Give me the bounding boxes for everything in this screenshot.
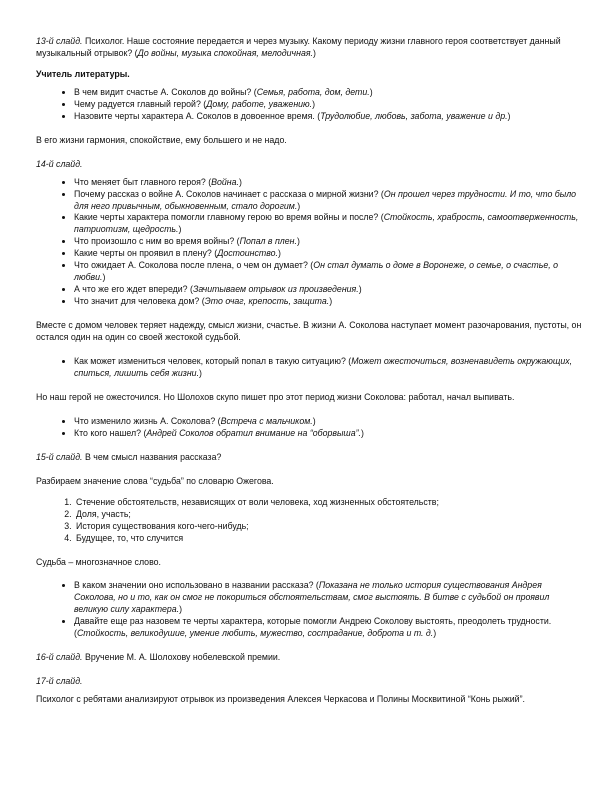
list-item: 1. Стечение обстоятельств, независящих от воли человека, ход жизненных обстоятельств; [74, 497, 584, 509]
psychologist-paragraph: Психолог с ребятами анализируют отрывок из произведения Алексея Черкасова и Полины Москвитиной “Конь рыжий”. [36, 694, 525, 705]
list-item: • Назовите черты характера А. Соколов в довоенное время. (Трудолюбие, любовь, забота, уважение и др.) [74, 111, 584, 123]
slide-16-paragraph: 16-й слайд. Вручение М. А. Шолохову нобелевской премии. [36, 652, 281, 663]
slide-13-paragraph [36, 36, 584, 60]
list-item: • Что изменило жизнь А. Соколова? (Встреча с мальчиком.) [74, 416, 584, 428]
document-page [36, 36, 584, 715]
slide-label: 13-й слайд. [36, 36, 83, 46]
answer-text: До войны, музыка спокойная, мелодичная. [137, 47, 313, 58]
heading-text: Учитель литературы. [36, 68, 130, 79]
slide-14-label: 14-й слайд. [36, 158, 83, 169]
list-item: • Кто кого нашел? (Андрей Соколов обратил внимание на “оборвыша”.) [74, 428, 584, 440]
list-item: • В чем видит счастье А. Соколов до войны? (Семья, работа, дом, дети.) [74, 87, 584, 99]
list-item: • Почему рассказ о войне А. Соколов начинает с рассказа о мирной жизни? (Он прошел через трудности. И то, что было для него привычным, обыкновенным, стало дорогим.) [74, 189, 584, 213]
list-item: • Чему радуется главный герой? (Дому, работе, уважению.) [74, 99, 584, 111]
list-item: • Что произошло с ним во время войны? (Попал в плен.) [74, 236, 584, 248]
bullet-list-meaning [36, 580, 584, 640]
bullet-list-boy [36, 416, 584, 440]
paragraph-text: Психолог. Наше состояние передается и через музыку. Какому периоду жизни главного героя соответствует данный музыкальный отрывок? ( [36, 36, 561, 58]
list-item: • А что же его ждет впереди? (Зачитываем отрывок из произведения.) [74, 284, 584, 296]
list-item: • Какие черты характера помогли главному герою во время войны и после? (Стойкость, храбрость, самоотверженность, патриотизм, щедрость.) [74, 212, 584, 236]
slide-15-paragraph: 15-й слайд. В чем смысл названия рассказа? [36, 451, 222, 462]
bullet-list-change [36, 356, 584, 380]
harmony-paragraph: В его жизни гармония, спокойствие, ему большего и не надо. [36, 134, 287, 145]
list-item: 3. История существования кого-чего-нибудь; [74, 521, 584, 533]
hero-paragraph: Но наш герой не ожесточился. Но Шолохов скупо пишет про этот период жизни Соколова: работал, начал выпивать. [36, 391, 515, 402]
list-item: • Какие черты он проявил в плену? (Достоинство.) [74, 248, 584, 260]
teacher-heading [36, 69, 584, 81]
numbered-list-fate [36, 497, 584, 545]
list-item: • Как может измениться человек, который попал в такую ситуацию? (Может ожесточиться, возненавидеть окружающих, спиться, лишить себя жизни.) [74, 356, 584, 380]
list-item: 2. Доля, участь; [74, 509, 584, 521]
slide-17-label: 17-й слайд. [36, 676, 83, 687]
home-paragraph: Вместе с домом человек теряет надежду, смысл жизни, счастье. В жизни А. Соколова наступает момент разочарования, пустоты, он остался один на один со своей жестокой судьбой. [36, 320, 582, 343]
dictionary-paragraph: Разбираем значение слова “судьба” по словарю Ожегова. [36, 475, 274, 486]
list-item: 4. Будущее, то, что случится [74, 533, 584, 545]
paren-close: ) [312, 47, 316, 58]
bullet-list-war [36, 177, 584, 308]
list-item: • В каком значении оно использовано в названии рассказа? (Показана не только история существования Андрея Соколова, но и то, как он смог не покориться обстоятельствам, смог выстоять. В битве с судьбой он проявил великую силу характера.) [74, 580, 584, 616]
list-item: • Что ожидает А. Соколова после плена, о чем он думает? (Он стал думать о доме в Воронеже, о семье, о счастье, о любви.) [74, 260, 584, 284]
list-item: • Что значит для человека дом? (Это очаг, крепость, защита.) [74, 296, 584, 308]
fate-paragraph: Судьба – многозначное слово. [36, 556, 161, 567]
list-item: • Давайте еще раз назовем те черты характера, которые помогли Андрею Соколову выстоять, преодолеть трудности. (Стойкость, великодушие, умение любить, мужество, сострадание, доброта и т. д.) [74, 616, 584, 640]
list-item: • Что меняет быт главного героя? (Война.) [74, 177, 584, 189]
bullet-list-prewar [36, 87, 584, 123]
